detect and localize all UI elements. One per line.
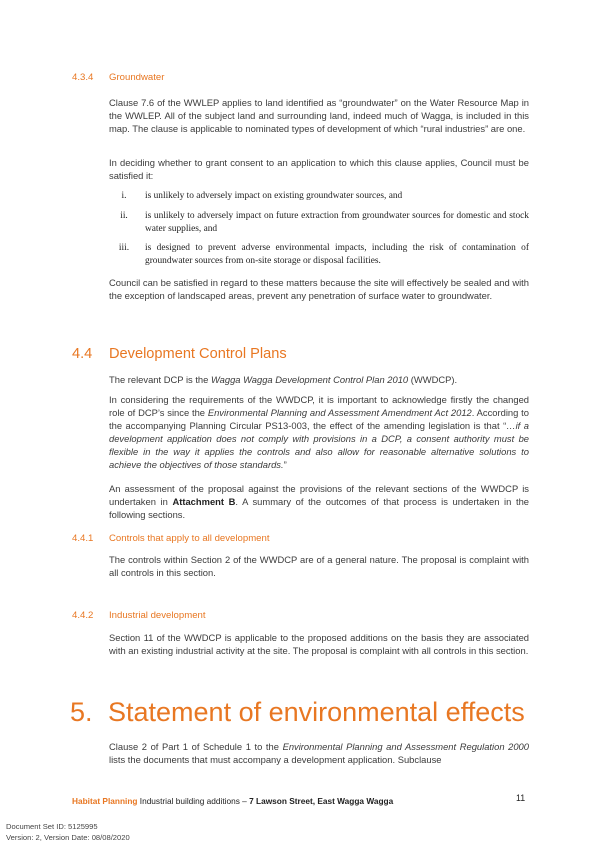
- document-version: Version: 2, Version Date: 08/08/2020: [6, 833, 130, 842]
- list-item-text: is unlikely to adversely impact on existing groundwater sources, and: [145, 191, 403, 201]
- list-item-text: is designed to prevent adverse environmental impacts, including the risk of contamination of groundwater sources from on-site storage or disposal facilities.: [145, 243, 529, 266]
- document-title: Wagga Wagga Development Control Plan 2010: [210, 374, 409, 385]
- paragraph: The relevant DCP is the Wagga Wagga Development Control Plan 2010 (WWDCP).: [109, 374, 458, 385]
- page-footer: [72, 796, 393, 806]
- section-number: 4.4.1: [72, 533, 94, 544]
- paragraph: The controls within Section 2 of the WWDCP are of a general nature. The proposal is complaint with all controls in this section.: [109, 554, 529, 579]
- section-title: Groundwater: [109, 72, 165, 83]
- footer-project: Industrial building additions –: [137, 796, 250, 806]
- paragraph: In considering the requirements of the WWDCP, it is important to acknowledge firstly the changed role of DCP’s since the Environmental Planning and Assessment Amendment Act 2012. According to the accompanying Planning Circular PS13-003, the effect of the amending legislation is that “…if a development application does not comply with provisions in a DCP, a consent authority must be flexible in the way it applies the controls and also allow for reasonable alternative solutions to achieve the objectives of those standards.”: [109, 394, 529, 471]
- section-number: 4.4.2: [72, 610, 94, 621]
- list-item-number: iii.: [118, 243, 130, 253]
- paragraph: Section 11 of the WWDCP is applicable to the proposed additions on the basis they are associated with an existing industrial activity at the site. The proposal is complaint with all controls in this section.: [109, 632, 529, 657]
- paragraph: In deciding whether to grant consent to an application to which this clause applies, Council must be satisfied it:: [109, 157, 529, 182]
- footer-brand: Habitat Planning: [72, 796, 138, 806]
- chapter-title: Statement of environmental effects: [108, 697, 525, 727]
- section-title: Industrial development: [109, 610, 206, 621]
- chapter-heading-5: [70, 697, 525, 728]
- page-number: 11: [516, 793, 526, 803]
- document-set-id: Document Set ID: 5125995: [6, 822, 98, 831]
- section-heading-4-4: [72, 346, 287, 362]
- paragraph: Council can be satisfied in regard to these matters because the site will effectively be sealed and with the exception of landscaped areas, prevent any penetration of surface water to groundwater.: [109, 277, 529, 302]
- list-item-text: is unlikely to adversely impact on future extraction from groundwater sources for domestic and stock water supplies, and: [145, 211, 529, 234]
- section-title: Controls that apply to all development: [109, 533, 270, 544]
- paragraph: Clause 7.6 of the WWLEP applies to land identified as “groundwater” on the Water Resource Map in the WWLEP. All of the subject land and surrounding land, indeed much of Wagga, is included in this map. The clause is applicable to nominated types of development of which “rural industries” are one.: [109, 97, 529, 135]
- quotation: …if a development application does not comply with provisions in a DCP, a consent authority must be flexible in the way it applies the controls and also allow for reasonable alternative solutions to achieve the objectives of those standards.: [109, 420, 529, 471]
- paragraph: An assessment of the proposal against the provisions of the relevant sections of the WWDCP is undertaken in Attachment B. A summary of the outcomes of that process is undertaken in the following sections.: [109, 483, 529, 521]
- list-item-number: i.: [121, 191, 127, 201]
- legislation-title: Environmental Planning and Assessment Amendment Act 2012: [207, 407, 472, 419]
- chapter-number: 5.: [70, 697, 93, 727]
- paragraph: Clause 2 of Part 1 of Schedule 1 to the Environmental Planning and Assessment Regulation 2000 lists the documents that must accompany a development application. Subclause: [109, 741, 529, 766]
- section-heading-4-3-4: [72, 72, 164, 83]
- footer-address: 7 Lawson Street, East Wagga Wagga: [249, 796, 394, 806]
- attachment-reference: Attachment B: [172, 496, 236, 508]
- section-title: Development Control Plans: [109, 346, 287, 362]
- section-heading-4-4-2: [72, 610, 206, 621]
- section-heading-4-4-1: [72, 533, 270, 544]
- list-item-number: ii.: [120, 211, 128, 221]
- section-number: 4.4: [72, 346, 93, 362]
- regulation-title: Environmental Planning and Assessment Regulation 2000: [282, 741, 529, 752]
- section-number: 4.3.4: [72, 72, 94, 83]
